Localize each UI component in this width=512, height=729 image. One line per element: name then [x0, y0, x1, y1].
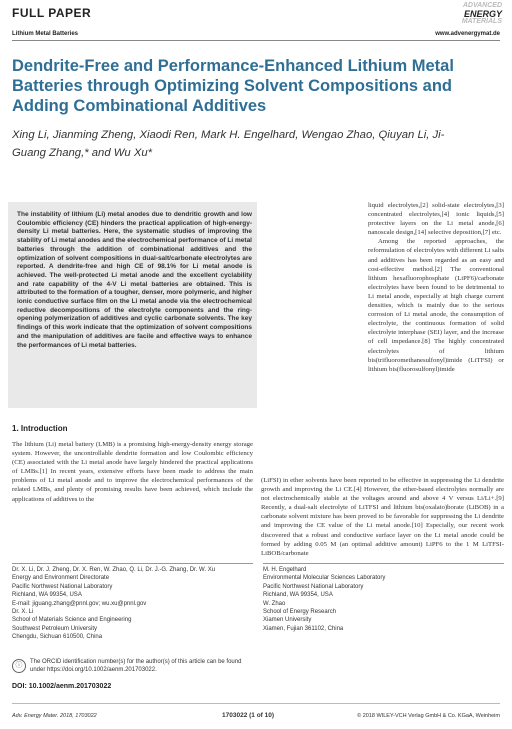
affiliation-line: School of Energy Research [263, 609, 337, 616]
affiliation-line: Richland, WA 99354, USA [263, 592, 333, 599]
affiliation-line: Chengdu, Sichuan 610500, China [12, 634, 103, 641]
affiliation-email[interactable]: E-mail: jiguang.zhang@pnnl.gov; wu.xu@pnnl.gov [12, 600, 147, 607]
right-top-paragraph-1: liquid electrolytes,[2] solid-state electrolytes,[3] concentrated electrolytes,[4] ionic liquids,[5] protective layers on the Li metal anode,[6] nanoscale design,[14] selective deposition,[7] etc. [368, 202, 504, 237]
orcid-note-text[interactable]: The ORCID identification number(s) for the author(s) of this article can be found under https://doi.org/10.1002/aenm.201703022. [30, 659, 242, 674]
right-top-paragraph-2: Among the reported approaches, the reformulation of electrolytes with different Li salts and additives has been regarded as an easy and cost-effective method.[2] The conventional lithium hexafluorophosphate (LiPF6)/carbonate electrolytes have been found to be detrimental to Li metal anode, especially at high charge current densities, which is mainly due to the serious corrosion of Li metal anode, the consumption of electrolyte, the continuous formation of solid electrolyte interphase (SEI) layer, and the increase of cell impedance.[8] The highly concentrated electrolytes of lithium bis(trifluoromethanesulfonyl)imide (LiTFSI) or lithium bis(fluorosulfonyl)imide [368, 238, 504, 373]
affiliation-line: Dr. X. Li, Dr. J. Zheng, Dr. X. Ren, W. Zhao, Q. Li, Dr. J.-G. Zhang, Dr. W. Xu [12, 567, 216, 573]
footer-divider [12, 703, 500, 704]
journal-url: www.advenergymat.de [435, 31, 500, 37]
abstract-text: The instability of lithium (Li) metal anodes due to dendritic growth and low Coulombic efficiency (CE) hinders the practical application of high-energy-density Li metal batteries. Here, the systematic studies of improving the stability of Li metal anodes and the electrochemical performance of Li metal batteries through the addition of combinational additives and the optimization of solvent compositions in dual-salt/carbonate electrolytes are reported. A dendrite-free and high CE of 98.1% for Li metal anode is achieved. The well-protected Li metal anode and the excellent cyclability and rate capability of the 4-V Li metal batteries are obtained. This is attributed to the formation of a tougher, denser, more polymeric, and higher ionic conductive surface film on the Li metal anode via the electrochemical reductive decompositions of the electrolyte components and the ring-opening polymerization of additives and cyclic carbonate solvents. The key findings of this work indicate that the optimization of solvent compositions and the manipulation of additives are facile and effective ways to enhance the performances of Li metal batteries. [17, 211, 252, 349]
affiliations-left [12, 566, 257, 642]
footer-copyright: © 2018 WILEY-VCH Verlag GmbH & Co. KGaA, Weinheim [357, 713, 500, 719]
affiliation-line: Environmental Molecular Sciences Laboratory [263, 575, 386, 582]
affiliation-divider-right [263, 563, 504, 564]
affiliation-line: W. Zhao [263, 600, 286, 607]
affiliation-line: M. H. Engelhard [263, 567, 307, 573]
affiliations-right [263, 566, 504, 633]
right-bottom-paragraph: (LiFSI) in ether solvents have been reported to be effective in suppressing the Li dendrite growth and improving the Li CE.[4] However, the ether-based electrolytes normally are not electrochemically stable at the voltages around and above 4 V versus Li/Li+.[9] Recently, a dual-salt electrolyte of LiTFSI and lithium bis(oxalato)borate (LiBOB) in a carbonate solvent mixture has been proved to be favorable for suppressing the Li dendrite and improving the CE value of the Li metal anode.[10] Especially, our recent work discovered that a robust and conductive surface layer on the Li metal anode could be formed by adding 0.05 M (an optimal additive amount) LiPF6 to the 1 M LiTFSI-LiBOB/carbonate [261, 477, 504, 557]
right-column-top [368, 201, 504, 374]
article-title: Dendrite-Free and Performance-Enhanced Lithium Metal Batteries through Optimizing Solvent Compositions and Adding Combinational Additives [12, 57, 454, 115]
logo-line-3: MATERIALS [461, 18, 502, 25]
orcid-note [12, 658, 257, 675]
affiliation-line: School of Materials Science and Engineering [12, 617, 132, 624]
affiliation-line: Energy and Environment Directorate [12, 575, 110, 582]
introduction-heading: 1. Introduction [12, 424, 68, 433]
paper-type-label: FULL PAPER [12, 6, 92, 20]
logo-line-2: ENERGY [463, 9, 502, 19]
journal-logo [428, 2, 502, 30]
section-label: Lithium Metal Batteries [12, 31, 79, 37]
header-divider [12, 40, 500, 41]
right-column-bottom [261, 476, 504, 558]
orcid-icon: ⓘ [12, 659, 26, 673]
logo-line-1: ADVANCED [462, 2, 502, 9]
affiliation-line: Pacific Northwest National Laboratory [12, 583, 113, 590]
affiliation-divider-left [12, 563, 253, 564]
introduction-paragraph: The lithium (Li) metal battery (LMB) is a promising high-energy-density energy storage system. However, the uncontrollable dendrite formation and low Coulombic efficiency (CE) associated with the Li metal anode have largely hindered the practical applications of LMBs.[1] In recent years, extensive efforts have been made to address the main problems of Li metal anode and to improve the electrochemical performances of the related LMBs, and plenty of promising results have been achieved, which include the applications of additives to the [12, 441, 253, 503]
affiliation-line: Pacific Northwest National Laboratory [263, 583, 364, 590]
author-list: Xing Li, Jianming Zheng, Xiaodi Ren, Mark H. Engelhard, Wengao Zhao, Qiuyan Li, Ji-Guang Zhang,* and Wu Xu* [12, 129, 445, 159]
abstract-box [8, 202, 257, 408]
footer-citation: Adv. Energy Mater. 2018, 1703022 [12, 713, 97, 719]
footer-page-number: 1703022 (1 of 10) [222, 712, 275, 719]
affiliation-line: Richland, WA 99354, USA [12, 592, 82, 599]
doi-label[interactable]: DOI: 10.1002/aenm.201703022 [12, 683, 112, 690]
affiliation-line: Southwest Petroleum University [12, 625, 98, 632]
affiliation-line: Dr. X. Li [12, 609, 34, 616]
affiliation-line: Xiamen University [263, 617, 312, 624]
left-column [12, 440, 253, 504]
affiliation-line: Xiamen, Fujian 361102, China [263, 625, 344, 632]
